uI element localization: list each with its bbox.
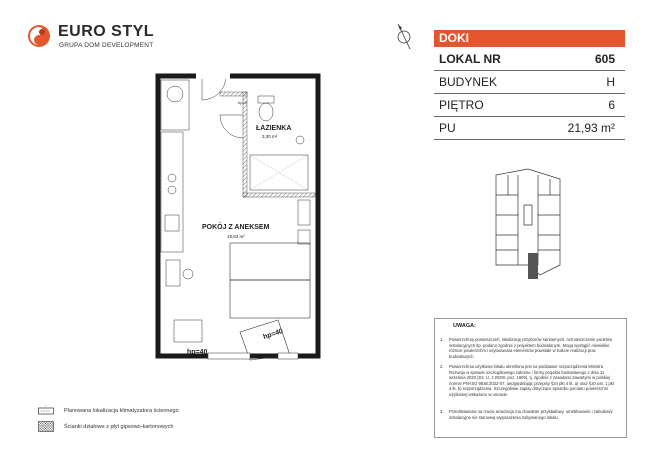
note-text: Powierzchnia użytkowa lokalu określona jest na podstawie rozporządzenia Ministra Rozwoju w sprawie szczegółowego zakresu i formy projektu budowlanego z dnia 11 września 2020 (Dz. U. z 2020r. poz. 1609), tj. zgodnie z zasadami zawartymi w polskiej normie PN-ISO 9836:2022-07, uwzględniając przepisy §34 pkt 4 lit. a) oraz §20 ust. 1 pkt 4 lit. b) rozporządzenia. Szczegółowe zapisy dotyczące sposobu pomiaru powierzchni użytkowej wskazano w umowie. [449, 364, 615, 397]
building-key-plan [488, 165, 568, 280]
north-arrow-icon [392, 22, 416, 50]
annotation-label: hp=0 [238, 100, 248, 105]
info-label: PIĘTRO [439, 98, 484, 112]
floor-plan [150, 70, 330, 370]
info-row-unit-number [434, 48, 625, 71]
info-value: 21,93 m² [567, 121, 615, 135]
room-area-main: 18,63 m² [227, 234, 245, 239]
info-row-area [434, 117, 625, 140]
info-label: BUDYNEK [439, 75, 498, 89]
info-value: 6 [608, 98, 615, 112]
room-area-bathroom: 3,30 m² [262, 134, 278, 139]
note-text: Powierzchnię pomieszczeń, lokalizację przyborów sanitarnych, rozmieszczenie punktów instalacyjnych itp. podano zgodnie z projektem budowlanym. Mogą wystąpić niewielkie różnice powierzchni i usytuowania elementów powstałe w trakcie realizacji prac budowlanych. [449, 337, 613, 359]
svg-text:*: * [45, 405, 47, 409]
brand-subtitle: GRUPA DOM DEVELOPMENT [59, 42, 154, 49]
air-conditioner-icon [38, 405, 54, 416]
room-label-bathroom: ŁAZIENKA [256, 125, 292, 132]
legend-text: Planowana lokalizacja klimatyzatora ściennego [64, 408, 179, 414]
info-row-floor [434, 94, 625, 117]
info-row-building [434, 71, 625, 94]
note-number: 1. [440, 337, 444, 342]
hatched-wall-icon [38, 421, 54, 432]
window-height-label: hp=40 [262, 328, 285, 341]
note-item [440, 364, 620, 404]
note-number: 2. [440, 364, 444, 369]
project-name: DOKI [439, 31, 469, 45]
note-item [440, 337, 620, 361]
note-item [440, 409, 620, 429]
note-text: Przedstawiona na rzucie aranżacja ma charakter przykładowy, umeblowanie i zabudowy instalacyjne nie stanowią wyposażenia nabywanego lokalu. [449, 409, 613, 420]
info-value: 605 [594, 52, 615, 66]
notes-box [434, 318, 627, 438]
note-number: 3. [440, 409, 444, 414]
notes-title: UWAGA: [453, 323, 476, 329]
info-label: PU [439, 121, 456, 135]
room-label-main: POKÓJ Z ANEKSEM [202, 224, 270, 231]
legend-text: Ścianki działowe z płyt gipsowo-kartonowych [64, 424, 174, 430]
brand-name: EURO STYL [58, 23, 155, 40]
info-value: H [606, 75, 615, 89]
window-height-label: hp=40 [187, 349, 208, 356]
info-label: LOKAL NR [439, 52, 501, 66]
euro-styl-logo-icon [27, 24, 51, 48]
